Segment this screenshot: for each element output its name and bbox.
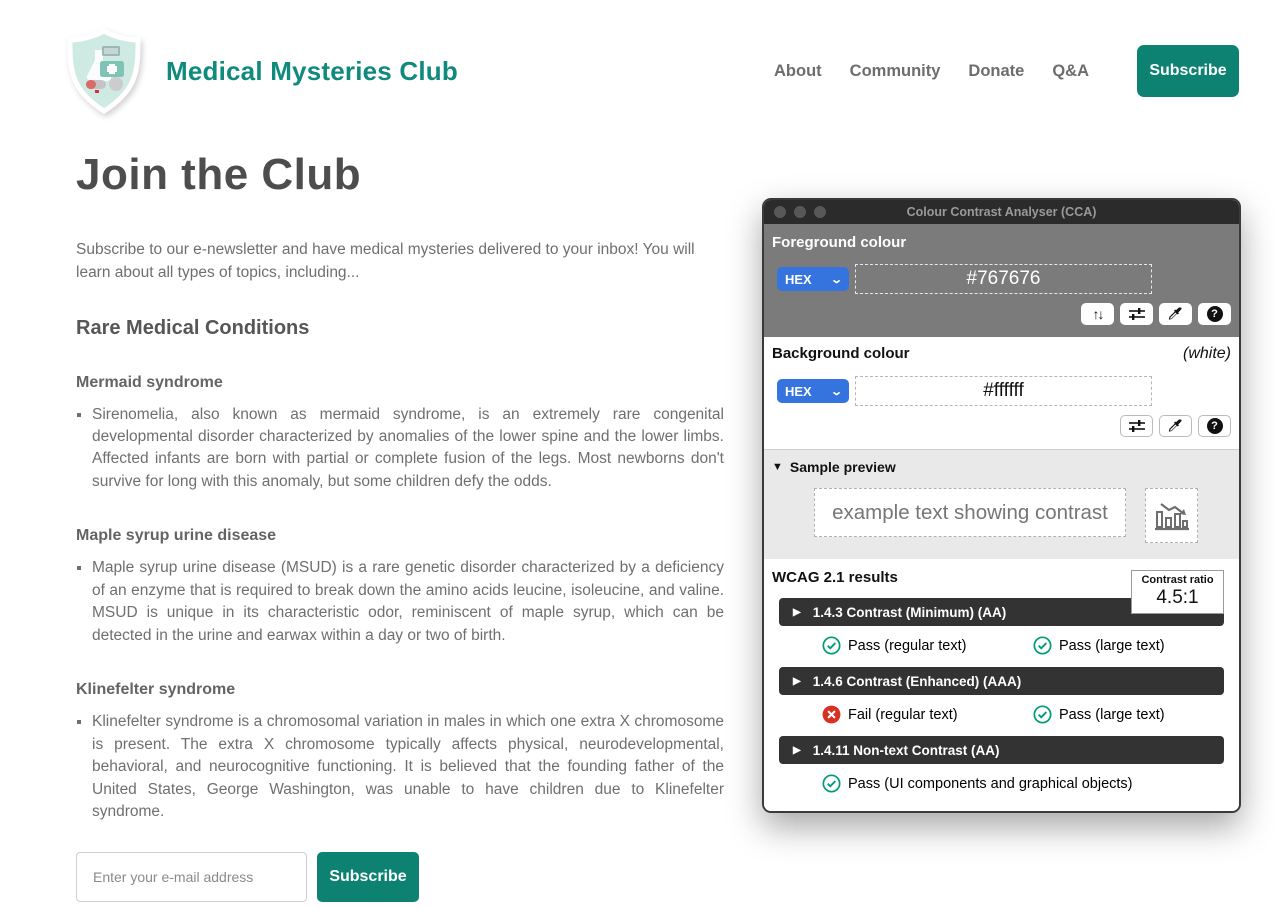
- swap-colours-button[interactable]: [1081, 303, 1114, 325]
- pass-check-icon: [1033, 705, 1052, 724]
- foreground-eyedropper-button[interactable]: [1159, 303, 1192, 325]
- criterion-heading: 1.4.11 Non-text Contrast (AA): [812, 742, 1000, 758]
- result-label: Pass (regular text): [848, 637, 967, 654]
- expand-triangle-icon: ▶: [793, 744, 801, 756]
- result-label: Pass (UI components and graphical objects): [848, 775, 1133, 792]
- pass-check-icon: [1033, 636, 1052, 655]
- criterion-146-bar[interactable]: [779, 667, 1224, 695]
- result-label: Fail (regular text): [848, 706, 958, 723]
- result-146-regular: [822, 705, 1033, 724]
- sliders-icon: [1128, 307, 1146, 321]
- window-title: Colour Contrast Analyser (CCA): [906, 205, 1097, 219]
- foreground-hex-input[interactable]: [855, 264, 1152, 294]
- collapse-triangle-icon: ▼: [772, 461, 783, 473]
- cca-window: [762, 198, 1241, 813]
- result-label: Pass (large text): [1059, 706, 1165, 723]
- newsletter-subscribe-button[interactable]: Subscribe: [317, 852, 419, 902]
- background-label: Background colour: [772, 345, 910, 362]
- format-select-value: HEX: [785, 383, 812, 399]
- pass-check-icon: [822, 774, 841, 793]
- wcag-results-title: WCAG 2.1 results: [772, 569, 898, 586]
- background-section: [764, 337, 1239, 450]
- criterion-1411-bar[interactable]: [779, 736, 1224, 764]
- main-nav: [774, 45, 1239, 97]
- condition-description: ▪ Klinefelter syndrome is a chromosomal variation in males in which one extra X chromosome is present. The extra X chromosome typically affects physical, neurodevelopmental, behavioral, and neurocognitive functioning. It is believed that the founding father of the United States, George Washington, was unable to have children due to Klinefelter syndrome.: [92, 711, 724, 823]
- swap-colours-icon: ↑↓: [1092, 306, 1103, 322]
- background-eyedropper-button[interactable]: [1159, 415, 1192, 437]
- contrast-ratio-value: 4.5:1: [1156, 587, 1199, 608]
- window-minimize-button[interactable]: [794, 206, 806, 218]
- condition-description: ▪ Maple syrup urine disease (MSUD) is a rare genetic disorder characterized by a deficiency of an enzyme that is required to break down the amino acids leucine, isoleucine, and valine. MSUD is unique in its characteristic odor, reminiscent of maple syrup, which can be detected in the urine and earwax within a day or two of birth.: [92, 557, 724, 647]
- result-143-regular: [822, 636, 1033, 655]
- result-143-large: [1033, 636, 1165, 655]
- page-title: Join the Club: [76, 150, 362, 199]
- condition-list: [76, 404, 724, 494]
- nav-community[interactable]: Community: [849, 61, 941, 80]
- nav-donate[interactable]: Donate: [968, 61, 1025, 80]
- club-logo: [62, 28, 146, 114]
- site-header: [0, 0, 1275, 114]
- window-zoom-button[interactable]: [814, 206, 826, 218]
- condition-list: [76, 557, 724, 647]
- window-close-button[interactable]: [774, 206, 786, 218]
- contrast-ratio-label: Contrast ratio: [1141, 574, 1214, 586]
- foreground-format-select[interactable]: [777, 267, 849, 291]
- background-adjust-button[interactable]: [1120, 415, 1153, 437]
- intro-paragraph: Subscribe to our e-newsletter and have medical mysteries delivered to your inbox! You will learn about all types of topics, including...: [76, 241, 695, 282]
- help-icon: ?: [1207, 418, 1223, 434]
- shield-logo-icon: [62, 28, 146, 114]
- condition-heading-mermaid: Mermaid syndrome: [76, 373, 223, 391]
- cca-titlebar[interactable]: [764, 200, 1239, 224]
- background-colour-note: (white): [1182, 345, 1231, 362]
- eyedropper-icon: [1168, 307, 1183, 322]
- newsletter-signup: [76, 852, 724, 902]
- fail-x-icon: [822, 705, 841, 724]
- foreground-help-button[interactable]: [1198, 303, 1231, 325]
- condition-description: ▪ Sirenomelia, also known as mermaid syndrome, is an extremely rare congenital developmental disorder characterized by anomalies of the lower spine and the lower limbs. Affected infants are born with partial or complete fusion of the legs. Most newborns don't survive for long with this anomaly, but some children defy the odds.: [92, 404, 724, 494]
- chevron-down-icon: ⌄: [829, 273, 843, 286]
- eyedropper-icon: [1168, 419, 1183, 434]
- chart-sample-icon: [1155, 500, 1189, 532]
- section-title: Rare Medical Conditions: [76, 316, 310, 339]
- main-content: [76, 150, 724, 909]
- contrast-ratio-box: [1131, 570, 1224, 614]
- help-icon: ?: [1207, 306, 1223, 322]
- criterion-heading: 1.4.3 Contrast (Minimum) (AA): [812, 604, 1007, 620]
- background-help-button[interactable]: [1198, 415, 1231, 437]
- background-hex-input[interactable]: [855, 376, 1152, 406]
- foreground-label: Foreground colour: [772, 234, 907, 251]
- wcag-results-section: [764, 559, 1239, 811]
- background-format-select[interactable]: [777, 379, 849, 403]
- criterion-heading: 1.4.6 Contrast (Enhanced) (AAA): [812, 673, 1022, 689]
- condition-list: [76, 711, 724, 823]
- foreground-adjust-button[interactable]: [1120, 303, 1153, 325]
- result-146-large: [1033, 705, 1165, 724]
- condition-heading-msud: Maple syrup urine disease: [76, 527, 277, 545]
- email-input[interactable]: [76, 852, 307, 902]
- sample-text-preview: example text showing contrast: [814, 488, 1126, 537]
- pass-check-icon: [822, 636, 841, 655]
- nav-about[interactable]: About: [774, 61, 822, 80]
- sample-preview-label: Sample preview: [789, 459, 896, 475]
- expand-triangle-icon: ▶: [793, 675, 801, 687]
- header-subscribe-button[interactable]: Subscribe: [1137, 45, 1239, 97]
- foreground-section: [764, 224, 1239, 337]
- expand-triangle-icon: ▶: [793, 606, 801, 618]
- brand-title: Medical Mysteries Club: [166, 55, 458, 86]
- format-select-value: HEX: [785, 271, 812, 287]
- nav-qa[interactable]: Q&A: [1052, 61, 1089, 80]
- sample-graphic-preview: [1145, 488, 1198, 543]
- sliders-icon: [1128, 419, 1146, 433]
- condition-heading-klinefelter: Klinefelter syndrome: [76, 681, 236, 699]
- sample-preview-section: [764, 450, 1239, 559]
- chevron-down-icon: ⌄: [829, 385, 843, 398]
- sample-preview-toggle[interactable]: [772, 459, 1231, 475]
- result-label: Pass (large text): [1059, 637, 1165, 654]
- result-1411-ui: [822, 774, 1133, 793]
